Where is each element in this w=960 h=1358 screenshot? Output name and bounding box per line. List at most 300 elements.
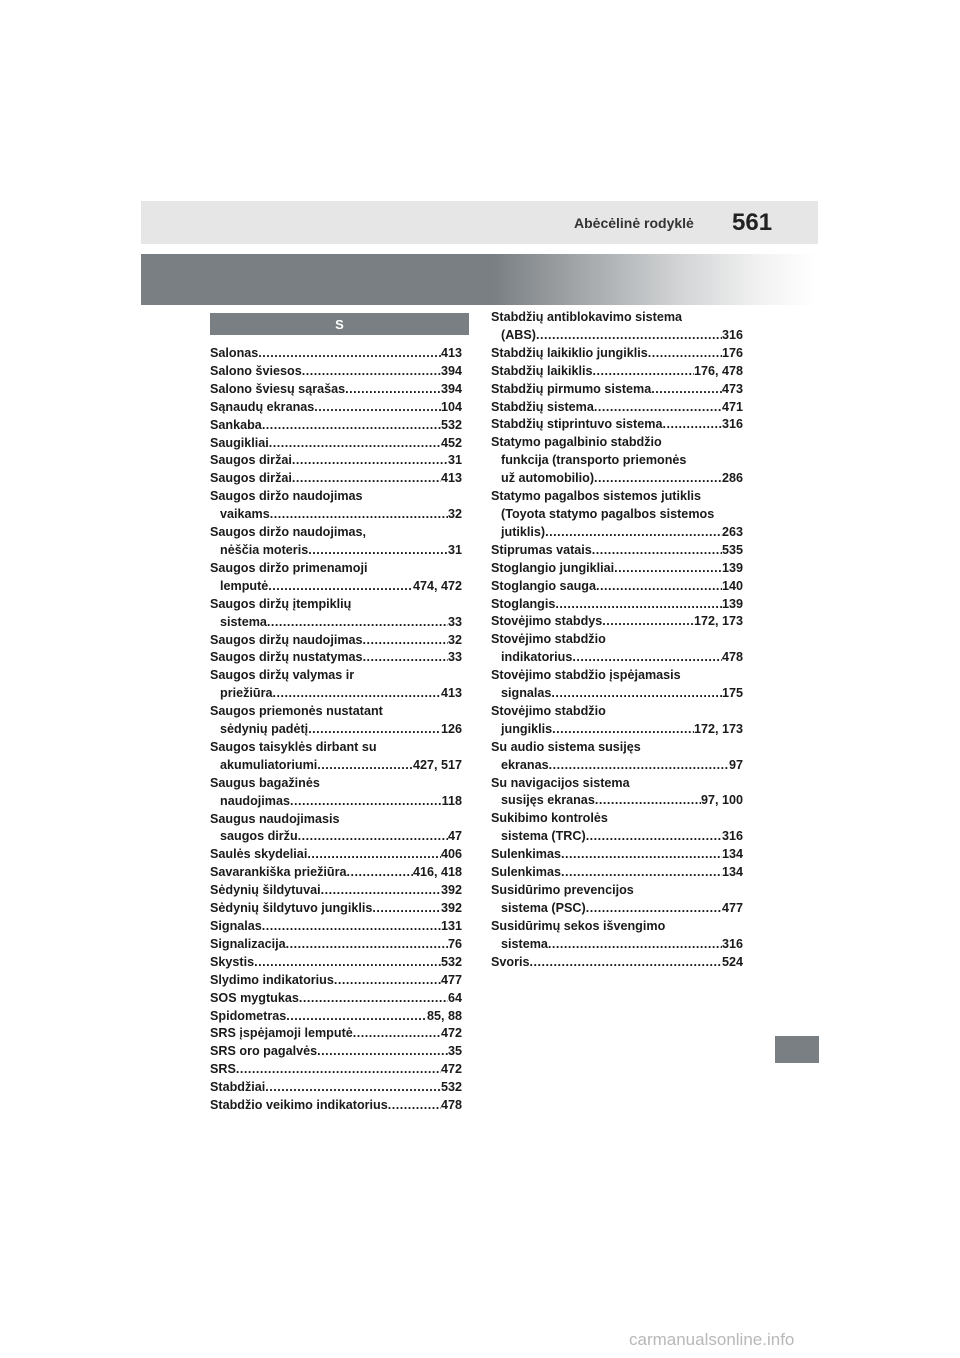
dot-leader [552, 721, 694, 739]
index-term: vaikams [220, 507, 270, 522]
section-letter: S [335, 316, 344, 332]
index-term: Stovėjimo stabdžio [491, 703, 606, 718]
dot-leader [561, 846, 722, 864]
index-entry-line [210, 667, 462, 685]
index-entry-line [210, 435, 462, 453]
index-term: (ABS) [501, 327, 536, 342]
index-entry-line [491, 434, 743, 452]
index-entry-line [491, 685, 743, 703]
index-term: sistema [220, 614, 267, 629]
page-reference: 406 [440, 847, 462, 862]
index-entry [210, 918, 462, 936]
index-entry-line [491, 846, 743, 864]
index-entry [210, 990, 462, 1008]
index-entry-line [210, 524, 462, 542]
index-entry-line [491, 488, 743, 506]
index-term: Signalizacija [210, 936, 286, 951]
dot-leader [286, 936, 448, 954]
page-reference: 97 [728, 757, 743, 772]
index-entry-line [210, 793, 462, 811]
index-entry [491, 864, 743, 882]
page-reference: 316 [721, 936, 743, 951]
index-entry-line [210, 363, 462, 381]
index-column-left [210, 345, 462, 1115]
dot-leader [345, 381, 441, 399]
index-entry-line [210, 918, 462, 936]
index-entry [210, 1079, 462, 1097]
index-entry-line [491, 882, 743, 900]
index-entry [210, 488, 462, 524]
index-entry-line [491, 918, 743, 936]
dot-leader [363, 649, 448, 667]
page-reference: 176, 478 [693, 363, 743, 378]
index-entry-line [210, 936, 462, 954]
index-entry-line [210, 578, 462, 596]
index-entry-line [491, 542, 743, 560]
index-term: Stabdžių antiblokavimo sistema [491, 310, 683, 324]
index-entry-line [210, 954, 462, 972]
index-term: Stabdžių laikiklio jungiklis [491, 345, 648, 360]
index-term: Susidūrimų sekos išvengimo [491, 918, 666, 933]
index-term: Saugos diržai [210, 471, 292, 486]
section-letter-header [210, 313, 469, 335]
index-entry [210, 399, 462, 417]
index-entry-line [491, 470, 743, 488]
index-entry [491, 846, 743, 864]
index-term: sistema (PSC) [501, 900, 586, 915]
dot-leader [662, 416, 722, 434]
dot-leader [290, 793, 442, 811]
page-reference: 31 [447, 542, 462, 557]
dot-leader [299, 990, 448, 1008]
dot-leader [592, 363, 693, 381]
index-entry [210, 596, 462, 632]
index-term: Salonas [210, 346, 259, 360]
index-term: Saugos diržo naudojimas [210, 489, 363, 504]
page-reference: 31 [447, 453, 462, 468]
dot-leader [596, 578, 722, 596]
index-entry [210, 882, 462, 900]
index-term: naudojimas [220, 793, 290, 808]
page-reference: 532 [440, 954, 462, 969]
index-term: Sukibimo kontrolės [491, 811, 608, 826]
dot-leader [572, 649, 722, 667]
index-term: SOS mygtukas [210, 990, 299, 1005]
index-term: Saugos diržo primenamoji [210, 560, 368, 575]
index-entry-line [491, 864, 743, 882]
page-reference: 478 [721, 650, 743, 665]
index-entry [210, 435, 462, 453]
page-reference: 263 [721, 524, 743, 539]
dot-leader [268, 578, 413, 596]
dot-leader [586, 828, 722, 846]
index-entry-line [210, 685, 462, 703]
index-entry-line [491, 792, 743, 810]
index-entry-line [210, 1097, 462, 1115]
index-term: SRS oro pagalvės [210, 1044, 318, 1059]
index-entry-line [210, 828, 462, 846]
index-term: Saugos diržų nustatymas [210, 650, 363, 665]
page-reference: 416, 418 [412, 865, 462, 880]
index-entry-line [210, 470, 462, 488]
index-entry [210, 345, 462, 363]
index-entry [210, 524, 462, 560]
page-reference: 477 [721, 900, 743, 915]
page-reference: 532 [440, 417, 462, 432]
index-entry-line [491, 596, 743, 614]
page-reference: 394 [440, 381, 462, 396]
index-term: Stabdžių stiprintuvo sistema [491, 417, 663, 432]
index-term: Stabdžiai [210, 1080, 266, 1095]
index-entry-line [491, 667, 743, 685]
index-term: Stabdžių pirmumo sistema [491, 381, 652, 396]
index-entry [210, 452, 462, 470]
dot-leader [388, 1097, 441, 1115]
index-entry [210, 667, 462, 703]
index-entry [210, 417, 462, 435]
page-reference: 35 [447, 1044, 462, 1059]
index-entry [210, 560, 462, 596]
index-entry-line [210, 345, 462, 363]
index-entry-line [491, 954, 743, 972]
index-term: Stoglangio sauga [491, 578, 596, 593]
page-reference: 478 [440, 1098, 462, 1113]
dot-leader [347, 864, 413, 882]
page-title: Abėcėlinė rodyklė [574, 215, 694, 231]
index-entry [210, 632, 462, 650]
page-reference: 118 [441, 793, 462, 808]
index-entry-line [210, 1061, 462, 1079]
index-entry [491, 578, 743, 596]
page-reference: 427, 517 [412, 757, 462, 772]
index-entry-line [491, 381, 743, 399]
index-term: ekranas [501, 757, 549, 772]
dot-leader [269, 435, 441, 453]
index-entry [210, 972, 462, 990]
dot-leader [236, 1061, 441, 1079]
index-term: Skystis [210, 954, 255, 969]
index-entry-line [210, 1008, 462, 1026]
index-entry-line [491, 631, 743, 649]
dot-leader [292, 470, 441, 488]
index-entry [210, 864, 462, 882]
dot-leader [265, 1079, 441, 1097]
index-entry [491, 542, 743, 560]
index-term: lemputė [220, 578, 269, 593]
page-reference: 477 [440, 972, 462, 987]
index-entry-line [491, 828, 743, 846]
index-entry [210, 1043, 462, 1061]
dot-leader [548, 936, 722, 954]
page-reference: 176 [721, 345, 743, 360]
page-reference: 471 [721, 399, 743, 414]
page-reference: 175 [721, 686, 743, 701]
index-entry [491, 416, 743, 434]
index-term: Stabdžio veikimo indikatorius [210, 1098, 388, 1113]
dot-leader [648, 345, 722, 363]
index-entry-line [210, 417, 462, 435]
index-term: saugos diržu [220, 829, 298, 844]
page-reference: 32 [447, 632, 462, 647]
index-term: indikatorius [501, 650, 573, 665]
index-entry-line [491, 399, 743, 417]
index-column-right [491, 309, 743, 972]
index-term: Salono šviesos [210, 363, 302, 378]
index-entry [491, 381, 743, 399]
index-entry-line [210, 614, 462, 632]
index-entry-line [491, 775, 743, 793]
page-reference: 104 [440, 399, 462, 414]
dot-leader [334, 972, 441, 990]
index-entry-line [210, 846, 462, 864]
index-term: sėdynių padėtį [220, 722, 309, 737]
index-entry [210, 954, 462, 972]
page-reference: 33 [447, 614, 462, 629]
index-entry-line [491, 363, 743, 381]
index-term: Stabdžių sistema [491, 399, 594, 414]
dot-leader [307, 846, 441, 864]
dot-leader [530, 954, 722, 972]
dot-leader [258, 345, 441, 363]
dot-leader [321, 882, 441, 900]
index-entry-line [210, 900, 462, 918]
dot-leader [298, 828, 448, 846]
index-entry-line [210, 811, 462, 829]
page-reference: 535 [721, 542, 743, 557]
index-entry-line [491, 649, 743, 667]
index-entry [210, 470, 462, 488]
index-entry-line [210, 649, 462, 667]
index-entry-line [210, 721, 462, 739]
index-entry-line [491, 739, 743, 757]
index-entry-line [210, 864, 462, 882]
dot-leader [595, 792, 701, 810]
page-reference: 33 [447, 650, 462, 665]
index-entry-line [491, 452, 743, 470]
index-term: jutiklis) [501, 524, 546, 539]
index-entry [491, 560, 743, 578]
index-term: Saugos priemonės nustatant [210, 704, 383, 719]
index-entry [491, 596, 743, 614]
dot-leader [317, 757, 413, 775]
index-term: akumuliatoriumi [220, 757, 318, 772]
index-term: sistema (TRC) [501, 829, 586, 844]
page-reference: 474, 472 [412, 578, 462, 593]
dot-leader [302, 363, 441, 381]
dot-leader [262, 918, 441, 936]
dot-leader [555, 596, 722, 614]
index-entry [491, 667, 743, 703]
dot-leader [273, 685, 441, 703]
index-entry [210, 1025, 462, 1043]
index-entry-line [210, 757, 462, 775]
index-term: Statymo pagalbos sistemos jutiklis [491, 489, 701, 504]
page-reference: 139 [721, 596, 743, 611]
page-reference: 316 [721, 829, 743, 844]
page-reference: 32 [447, 507, 462, 522]
index-term: Stovėjimo stabdys [491, 614, 603, 629]
index-entry [210, 363, 462, 381]
index-term: Sankaba [210, 417, 262, 432]
index-entry [491, 918, 743, 954]
page-reference: 64 [447, 990, 462, 1005]
index-term: Su audio sistema susijęs [491, 739, 641, 754]
index-entry-line [491, 613, 743, 631]
index-term: Saugos taisyklės dirbant su [210, 739, 377, 754]
index-entry [491, 882, 743, 918]
dot-leader [363, 632, 448, 650]
page-reference: 172, 173 [693, 614, 743, 629]
page-reference: 452 [440, 435, 462, 450]
page-reference: 473 [721, 381, 743, 396]
index-entry-line [210, 739, 462, 757]
index-term: Svoris [491, 954, 530, 969]
dot-leader [561, 864, 722, 882]
index-entry [210, 900, 462, 918]
index-entry-line [491, 810, 743, 828]
index-term: SRS įspėjamoji lemputė [210, 1026, 353, 1041]
index-entry-line [491, 524, 743, 542]
index-entry-line [210, 1079, 462, 1097]
dot-leader [594, 470, 722, 488]
index-term: Sulenkimas [491, 847, 561, 862]
dot-leader [292, 452, 448, 470]
page-reference: 85, 88 [426, 1008, 462, 1023]
index-entry-line [491, 506, 743, 524]
index-entry-line [210, 399, 462, 417]
index-entry-line [210, 1025, 462, 1043]
index-term: Salono šviesų sąrašas [210, 381, 346, 396]
page-reference: 97, 100 [700, 793, 743, 808]
index-term: nėščia moteris [220, 542, 309, 557]
dot-leader [353, 1025, 441, 1043]
index-entry [491, 363, 743, 381]
index-term: Stoglangis [491, 596, 556, 611]
index-entry [491, 739, 743, 775]
dot-leader [270, 506, 448, 524]
index-term: Stabdžių laikiklis [491, 363, 593, 378]
index-term: Slydimo indikatorius [210, 972, 334, 987]
index-entry [491, 399, 743, 417]
page-reference: 413 [440, 471, 462, 486]
dot-leader [314, 399, 441, 417]
index-term: Saugus bagažinės [210, 775, 320, 790]
index-term: Stoglangio jungikliai [491, 560, 615, 575]
index-entry-line [210, 381, 462, 399]
page-reference: 394 [440, 363, 462, 378]
page-reference: 139 [721, 560, 743, 575]
index-entry-line [210, 990, 462, 1008]
index-entry [210, 381, 462, 399]
index-entry-line [210, 703, 462, 721]
index-term: Saugos diržų įtempiklių [210, 596, 352, 611]
index-term: susijęs ekranas [501, 793, 595, 808]
index-term: Saugos diržų valymas ir [210, 668, 355, 683]
page-reference: 316 [721, 417, 743, 432]
index-term: Su navigacijos sistema [491, 775, 630, 790]
page-reference: 316 [721, 327, 743, 342]
index-entry-line [210, 452, 462, 470]
dot-leader [308, 542, 448, 560]
index-entry [491, 631, 743, 667]
index-entry [491, 703, 743, 739]
page-reference: 134 [721, 847, 743, 862]
dot-leader [551, 685, 722, 703]
dot-leader [602, 613, 694, 631]
index-term: Stiprumas vatais [491, 542, 592, 557]
index-term: Saugos diržų naudojimas [210, 632, 363, 647]
index-term: jungiklis [501, 721, 553, 736]
index-term: už automobilio) [501, 471, 595, 486]
page-reference: 392 [440, 883, 462, 898]
index-term: Savarankiška priežiūra [210, 865, 347, 880]
chapter-thumb-tab [775, 1036, 819, 1063]
decorative-gradient-band [141, 254, 818, 305]
index-entry [491, 810, 743, 846]
dot-leader [317, 1043, 448, 1061]
dot-leader [592, 542, 722, 560]
watermark: carmanualsonline.info [629, 1330, 795, 1349]
index-entry-line [491, 578, 743, 596]
page-reference: 524 [721, 954, 743, 969]
index-entry [491, 434, 743, 488]
header-band [141, 201, 818, 244]
index-entry-line [491, 345, 743, 363]
index-entry [491, 613, 743, 631]
index-entry [210, 703, 462, 739]
index-entry-line [210, 972, 462, 990]
page-reference: 134 [721, 865, 743, 880]
dot-leader [372, 900, 441, 918]
page-reference: 131 [440, 919, 462, 933]
index-entry [210, 775, 462, 811]
dot-leader [262, 417, 441, 435]
index-entry-line [491, 309, 743, 327]
page-reference: 172, 173 [693, 721, 743, 736]
page-reference: 286 [721, 471, 743, 486]
index-entry-line [491, 416, 743, 434]
index-entry-line [210, 1043, 462, 1061]
page-reference: 126 [440, 722, 462, 737]
index-entry-line [491, 327, 743, 345]
index-term: sistema [501, 936, 548, 951]
index-entry-line [491, 757, 743, 775]
index-term: Sulenkimas [491, 865, 561, 880]
index-entry [491, 775, 743, 811]
dot-leader [549, 757, 729, 775]
index-term: Saugus naudojimasis [210, 811, 340, 826]
page-reference: 140 [721, 578, 743, 593]
index-entry [210, 811, 462, 847]
index-entry-line [491, 703, 743, 721]
dot-leader [267, 614, 448, 632]
index-term: Sąnaudų ekranas [210, 399, 315, 414]
dot-leader [254, 954, 441, 972]
page-reference: 413 [440, 686, 462, 701]
dot-leader [286, 1008, 427, 1026]
dot-leader [308, 721, 441, 739]
index-entry [491, 954, 743, 972]
index-term: Saulės skydeliai [210, 847, 308, 862]
index-entry-line [210, 560, 462, 578]
index-entry [210, 1097, 462, 1115]
page-reference: 392 [440, 901, 462, 916]
index-entry [210, 1008, 462, 1026]
index-entry [210, 846, 462, 864]
index-term: Sėdynių šildytuvo jungiklis [210, 901, 373, 916]
index-entry-line [210, 632, 462, 650]
dot-leader [586, 900, 722, 918]
